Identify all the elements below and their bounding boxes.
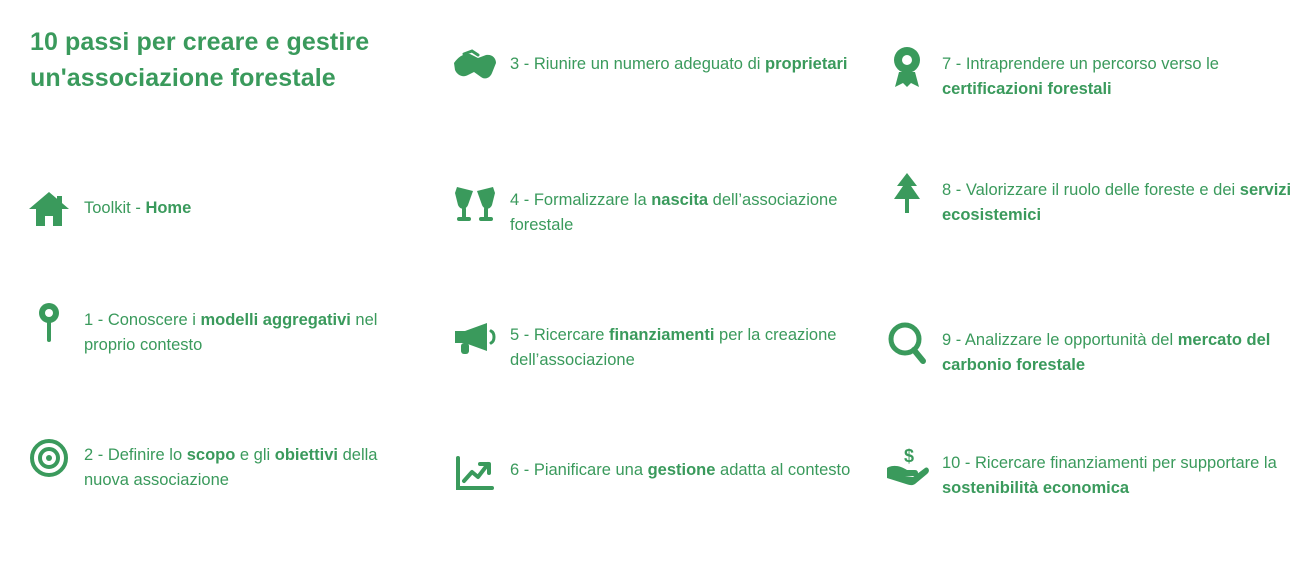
list-item-step-3[interactable]: [452, 44, 872, 90]
list-item-label: Toolkit - Home: [84, 199, 192, 217]
magnifier-icon: [884, 320, 930, 366]
list-item-step-9[interactable]: [884, 320, 1304, 378]
svg-text:$: $: [904, 446, 915, 466]
list-item-label: 3 - Riunire un numero adeguato di proprietari: [510, 55, 848, 73]
list-item-label: 1 - Conoscere i modelli aggregativi nel proprio contesto: [84, 311, 378, 354]
list-item-step-1[interactable]: [26, 300, 406, 358]
megaphone-icon: [452, 315, 498, 361]
map-pin-icon: [26, 300, 72, 346]
cheers-glasses-icon: [452, 180, 498, 226]
list-item-label: 2 - Definire lo scopo e gli obiettivi della nuova associazione: [84, 446, 378, 489]
list-item-label: 7 - Intraprendere un percorso verso le certificazioni forestali: [942, 55, 1219, 98]
chart-growth-icon: [452, 450, 498, 496]
list-item-label: 5 - Ricercare finanziamenti per la creazione dell’associazione: [510, 326, 837, 369]
list-item-step-5[interactable]: [452, 315, 872, 373]
target-icon: [26, 435, 72, 481]
list-item-step-2[interactable]: [26, 435, 406, 493]
award-medal-icon: [884, 44, 930, 90]
list-item-label: 6 - Pianificare una gestione adatta al contesto: [510, 461, 851, 479]
list-item-step-8[interactable]: [884, 170, 1304, 228]
list-item-label: 9 - Analizzare le opportunità del mercato del carbonio forestale: [942, 331, 1271, 374]
handshake-icon: [452, 44, 498, 90]
house-icon: [26, 186, 72, 232]
list-item-step-6[interactable]: [452, 450, 872, 496]
list-item-home[interactable]: [26, 186, 416, 232]
tree-icon: [884, 170, 930, 216]
list-item-step-4[interactable]: [452, 180, 872, 238]
list-item-step-10[interactable]: [884, 443, 1304, 501]
hand-money-icon: [884, 443, 930, 489]
list-item-step-7[interactable]: [884, 44, 1304, 102]
list-item-label: 10 - Ricercare finanziamenti per supportare la sostenibilità economica: [942, 454, 1277, 497]
list-item-label: 4 - Formalizzare la nascita dell’associazione forestale: [510, 191, 838, 234]
page-title: 10 passi per creare e gestire un'associazione forestale: [30, 28, 370, 92]
list-item-label: 8 - Valorizzare il ruolo delle foreste e dei servizi ecosistemici: [942, 181, 1292, 224]
